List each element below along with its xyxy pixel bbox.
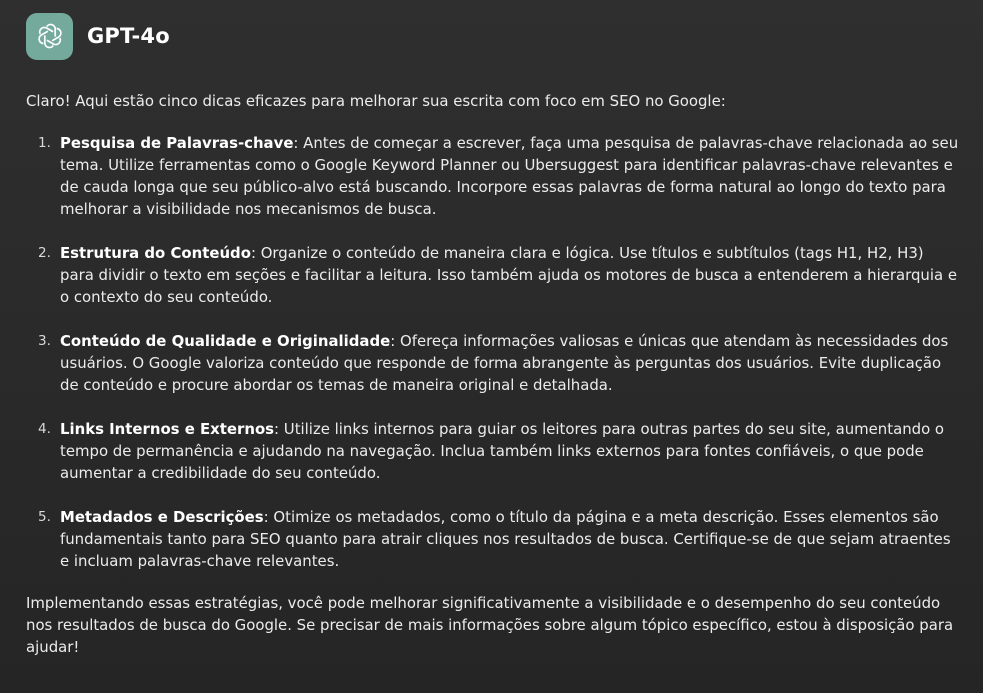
- list-item: [26, 132, 959, 220]
- list-item: [26, 242, 959, 308]
- tip-text: : Organize o conteúdo de maneira clara e lógica. Use títulos e subtítulos (tags H1, H2, H3) para dividir o texto em seções e facilitar a leitura. Isso também ajuda os motores de busca a entenderem a hierarquia e o contexto do seu conteúdo.: [60, 244, 958, 306]
- message-header: [26, 10, 959, 62]
- list-number: 1.: [38, 135, 51, 151]
- list-item: [26, 418, 959, 484]
- list-item: [26, 506, 959, 572]
- tip-title: Metadados e Descrições: [60, 508, 264, 526]
- tip-title: Links Internos e Externos: [60, 420, 275, 438]
- list-number: 3.: [38, 333, 51, 349]
- tip-title: Conteúdo de Qualidade e Originalidade: [60, 332, 391, 350]
- outro-paragraph: Implementando essas estratégias, você pode melhorar significativamente a visibilidade e o desempenho do seu conteúdo nos resultados de busca do Google. Se precisar de mais informações sobre algum tópico específico, estou à disposição para ajudar!: [26, 594, 954, 656]
- tips-list: [26, 132, 959, 572]
- model-name: GPT-4o: [87, 24, 170, 48]
- tip-text: : Antes de começar a escrever, faça uma pesquisa de palavras-chave relacionada ao seu tema. Utilize ferramentas como o Google Keyword Planner ou Ubersuggest para identificar palavras-chave relevantes e de cauda longa que seu público-alvo está buscando. Incorpore essas palavras de forma natural ao longo do texto para melhorar a visibilidade nos mecanismos de busca.: [60, 134, 959, 218]
- list-number: 4.: [38, 421, 51, 437]
- openai-logo-icon: [26, 13, 73, 60]
- tip-title: Pesquisa de Palavras-chave: [60, 134, 294, 152]
- tip-text: : Ofereça informações valiosas e únicas que atendam às necessidades dos usuários. O Google valoriza conteúdo que responde de forma abrangente às perguntas dos usuários. Evite duplicação de conteúdo e procure abordar os temas de maneira original e detalhada.: [60, 332, 949, 394]
- tip-title: Estrutura do Conteúdo: [60, 244, 251, 262]
- list-number: 5.: [38, 509, 51, 525]
- intro-paragraph: Claro! Aqui estão cinco dicas eficazes para melhorar sua escrita com foco em SEO no Google:: [26, 92, 726, 110]
- tip-text: : Otimize os metadados, como o título da página e a meta descrição. Esses elementos são fundamentais tanto para SEO quanto para atrair cliques nos resultados de busca. Certifique-se de que sejam atraentes e incluam palavras-chave relevantes.: [60, 508, 951, 570]
- tip-text: : Utilize links internos para guiar os leitores para outras partes do seu site, aumentando o tempo de permanência e ajudando na navegação. Inclua também links externos para fontes confiáveis, o que pode aumentar a credibilidade do seu conteúdo.: [60, 420, 945, 482]
- list-number: 2.: [38, 245, 51, 261]
- list-item: [26, 330, 959, 396]
